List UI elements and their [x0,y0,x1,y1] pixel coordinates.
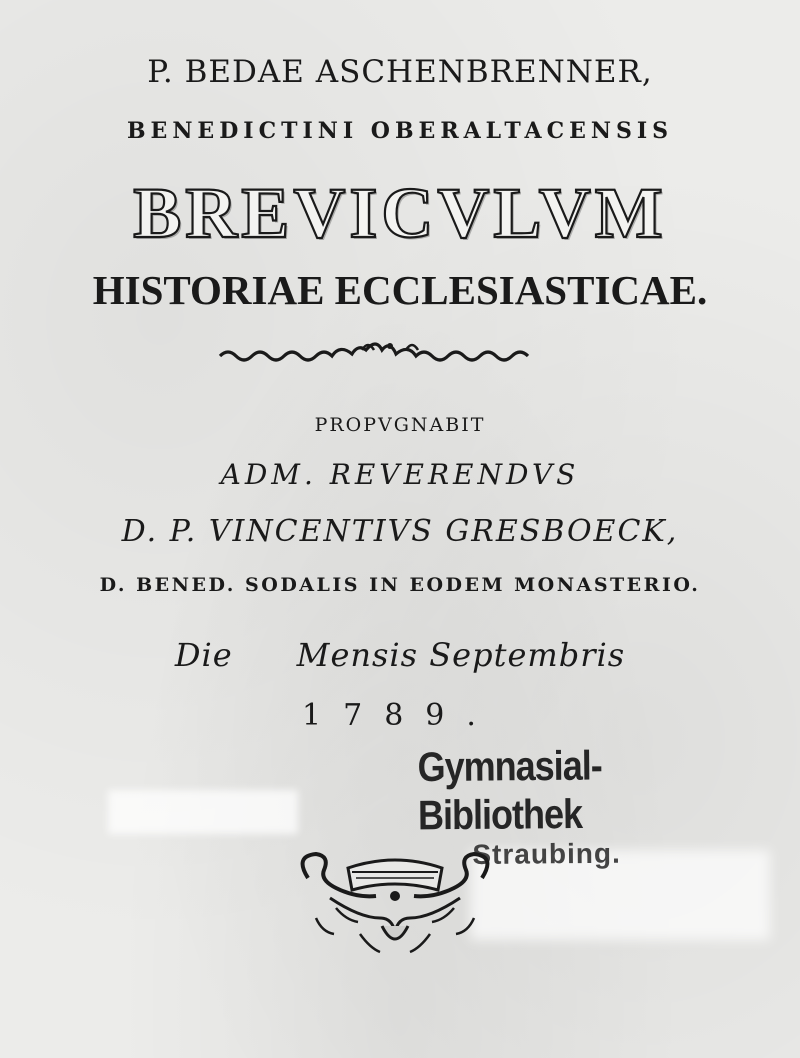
date-month: Mensis Septembris [296,636,626,674]
stamp-line-1: Gymnasial-Bibliothek [417,741,602,839]
stamp-line-2: Straubing. [472,837,621,870]
year: 1789. [302,698,498,733]
date-line [0,636,800,674]
respondent-title: ADM. REVERENDVS [220,458,580,491]
order-line: BENEDICTINI OBERALTACENSIS [126,118,674,144]
author-line: P. BEDAE ASCHENBRENNER, [147,54,653,90]
respondent-role: D. BENED. SODALIS IN EODEM MONASTERIO. [99,574,701,596]
respondent-name: D. P. VINCENTIVS GRESBOECK, [121,514,679,549]
defend-line: PROPVGNABIT [314,414,486,436]
date-day: Die [174,636,233,674]
subtitle: HISTORIAE ECCLESIASTICAE. [92,267,708,313]
ornamental-divider-icon [216,336,576,372]
cartouche-vignette-icon [290,848,500,960]
paper-smudge [108,790,298,834]
main-title: BREVICVLVM [133,173,667,253]
